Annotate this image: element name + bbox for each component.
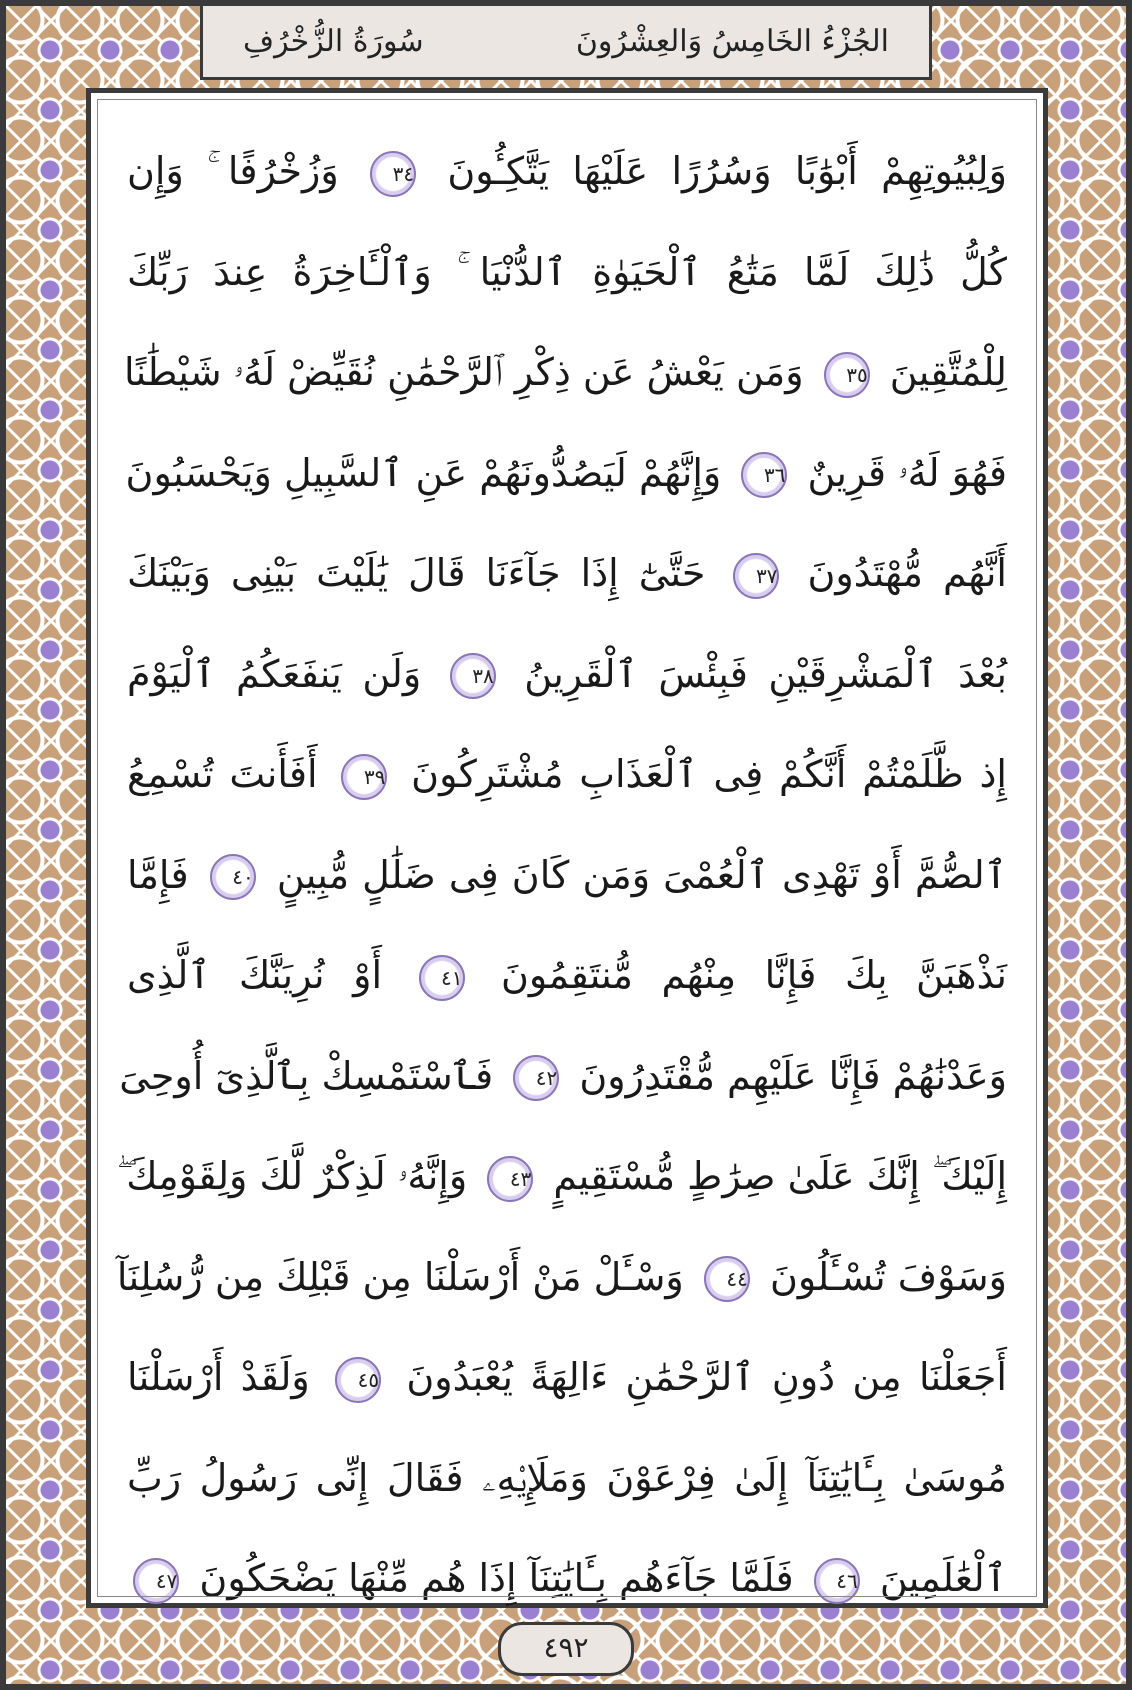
ayah-number-marker: ٤٤ <box>704 1256 750 1302</box>
ayah-number-marker: ٣٤ <box>370 151 416 197</box>
text-panel <box>86 88 1048 1608</box>
text-line <box>127 724 1007 825</box>
verse-text: وَإِنَّهُمْ لَيَصُدُّونَهُمْ عَنِ ٱلسَّبِيلِ وَيَحْسَبُونَ <box>125 450 722 495</box>
verse-text: حَتَّىٰٓ إِذَا جَآءَنَا قَالَ يَٰلَيْتَ بَيْنِى وَبَيْنَكَ <box>127 551 706 595</box>
surah-title: سُورَةُ الزُّخْرُفِ <box>243 24 424 59</box>
ayah-number-marker: ٤٥ <box>335 1357 381 1403</box>
verse-text: إِلَيْكَ ۖ إِنَّكَ عَلَىٰ صِرَٰطٍ مُّسْتَقِيمٍ <box>553 1154 1007 1198</box>
verse-text: وَمَن يَعْشُ عَن ذِكْرِ ٱلرَّحْمَٰنِ نُقَيِّضْ لَهُۥ شَيْطَٰنًا <box>124 350 804 394</box>
quran-text <box>116 121 1007 1629</box>
verse-text: ٱلْعَٰلَمِينَ <box>879 1556 1007 1600</box>
page-number: ٤٩٢ <box>498 1622 634 1676</box>
verse-text: أَنَّهُم مُّهْتَدُونَ <box>807 551 1007 595</box>
verse-text: وَإِنَّهُۥ لَذِكْرٌ لَّكَ وَلِقَوْمِكَ ۖ <box>116 1154 468 1198</box>
verse-text: وَعَدْنَٰهُمْ فَإِنَّا عَلَيْهِم مُّقْتَدِرُونَ <box>579 1053 1007 1098</box>
text-line <box>127 825 1007 926</box>
verse-text: وَلَن يَنفَعَكُمُ ٱلْيَوْمَ <box>127 651 422 696</box>
verse-text: إِذ ظَّلَمْتُمْ أَنَّكُمْ فِى ٱلْعَذَابِ مُشْتَرِكُونَ <box>411 752 1007 796</box>
verse-text: فَإِمَّا <box>127 852 189 897</box>
ayah-number-marker: ٣٦ <box>741 452 787 498</box>
verse-text: وَلِبُيُوتِهِمْ أَبْوَٰبًا وَسُرُرًا عَلَيْهَا يَتَّكِـُٔونَ <box>447 149 1007 193</box>
verse-text: لِلْمُتَّقِينَ <box>889 350 1007 394</box>
verse-text: مُوسَىٰ بِـَٔايَٰتِنَآ إِلَىٰ فِرْعَوْنَ وَمَلَإِي۟هِۦ فَقَالَ إِنِّى رَسُولُ رَبِّ <box>127 1455 1007 1500</box>
ayah-number-marker: ٣٩ <box>341 754 387 800</box>
ayah-number-marker: ٤٠ <box>210 854 256 900</box>
verse-text: فَهُوَ لَهُۥ قَرِينٌ <box>807 450 1007 495</box>
ayah-number-marker: ٤٦ <box>814 1558 860 1604</box>
ayah-number-marker: ٤٣ <box>487 1156 533 1202</box>
text-line <box>127 624 1007 725</box>
verse-text: أَوْ نُرِيَنَّكَ ٱلَّذِى <box>127 953 383 997</box>
verse-text: فَٱسْتَمْسِكْ بِٱلَّذِىٓ أُوحِىَ <box>119 1053 494 1098</box>
ayah-number-marker: ٤١ <box>419 955 465 1001</box>
ayah-number-marker: ٤٧ <box>133 1558 179 1604</box>
juz-title: الجُزْءُ الخَامِسُ وَالعِشْرُونَ <box>575 24 889 59</box>
verse-text: وَلَقَدْ أَرْسَلْنَا <box>127 1355 310 1399</box>
page-header <box>200 6 932 80</box>
text-line <box>124 322 1007 423</box>
text-line <box>127 1428 1007 1529</box>
verse-text: نَذْهَبَنَّ بِكَ فَإِنَّا مِنْهُم مُّنتَقِمُونَ <box>500 953 1007 997</box>
text-line <box>127 523 1007 624</box>
ayah-number-marker: ٣٧ <box>733 553 779 599</box>
ayah-number-marker: ٤٢ <box>513 1055 559 1101</box>
text-line <box>127 925 1007 1026</box>
text-line <box>127 1528 1007 1629</box>
verse-text: كُلُّ ذَٰلِكَ لَمَّا مَتَٰعُ ٱلْحَيَوٰةِ ٱلدُّنْيَا ۚ وَٱلْـَٔاخِرَةُ عِندَ رَبِّكَ <box>127 249 1007 294</box>
ayah-number-marker: ٣٥ <box>824 352 870 398</box>
verse-text: أَفَأَنتَ تُسْمِعُ <box>127 752 318 796</box>
verse-text: وَزُخْرُفًا ۚ وَإِن <box>127 149 339 193</box>
verse-text: وَسَوْفَ تُسْـَٔلُونَ <box>769 1254 1007 1299</box>
text-line <box>127 423 1007 524</box>
text-line <box>116 1126 1007 1227</box>
verse-text: ٱلصُّمَّ أَوْ تَهْدِى ٱلْعُمْىَ وَمَن كَانَ فِى ضَلَٰلٍ مُّبِينٍ <box>276 852 1007 897</box>
text-line <box>127 222 1007 323</box>
text-line <box>119 1026 1007 1127</box>
text-line <box>116 1227 1007 1328</box>
text-line <box>127 121 1007 222</box>
text-line <box>127 1327 1007 1428</box>
ayah-number-marker: ٣٨ <box>450 653 496 699</box>
verse-text: أَجَعَلْنَا مِن دُونِ ٱلرَّحْمَٰنِ ءَالِهَةً يُعْبَدُونَ <box>406 1355 1007 1399</box>
verse-text: فَلَمَّا جَآءَهُم بِـَٔايَٰتِنَآ إِذَا هُم مِّنْهَا يَضْحَكُونَ <box>199 1556 794 1600</box>
verse-text: بُعْدَ ٱلْمَشْرِقَيْنِ فَبِئْسَ ٱلْقَرِينُ <box>524 651 1007 696</box>
verse-text: وَسْـَٔلْ مَنْ أَرْسَلْنَا مِن قَبْلِكَ مِن رُّسُلِنَآ <box>116 1254 684 1299</box>
